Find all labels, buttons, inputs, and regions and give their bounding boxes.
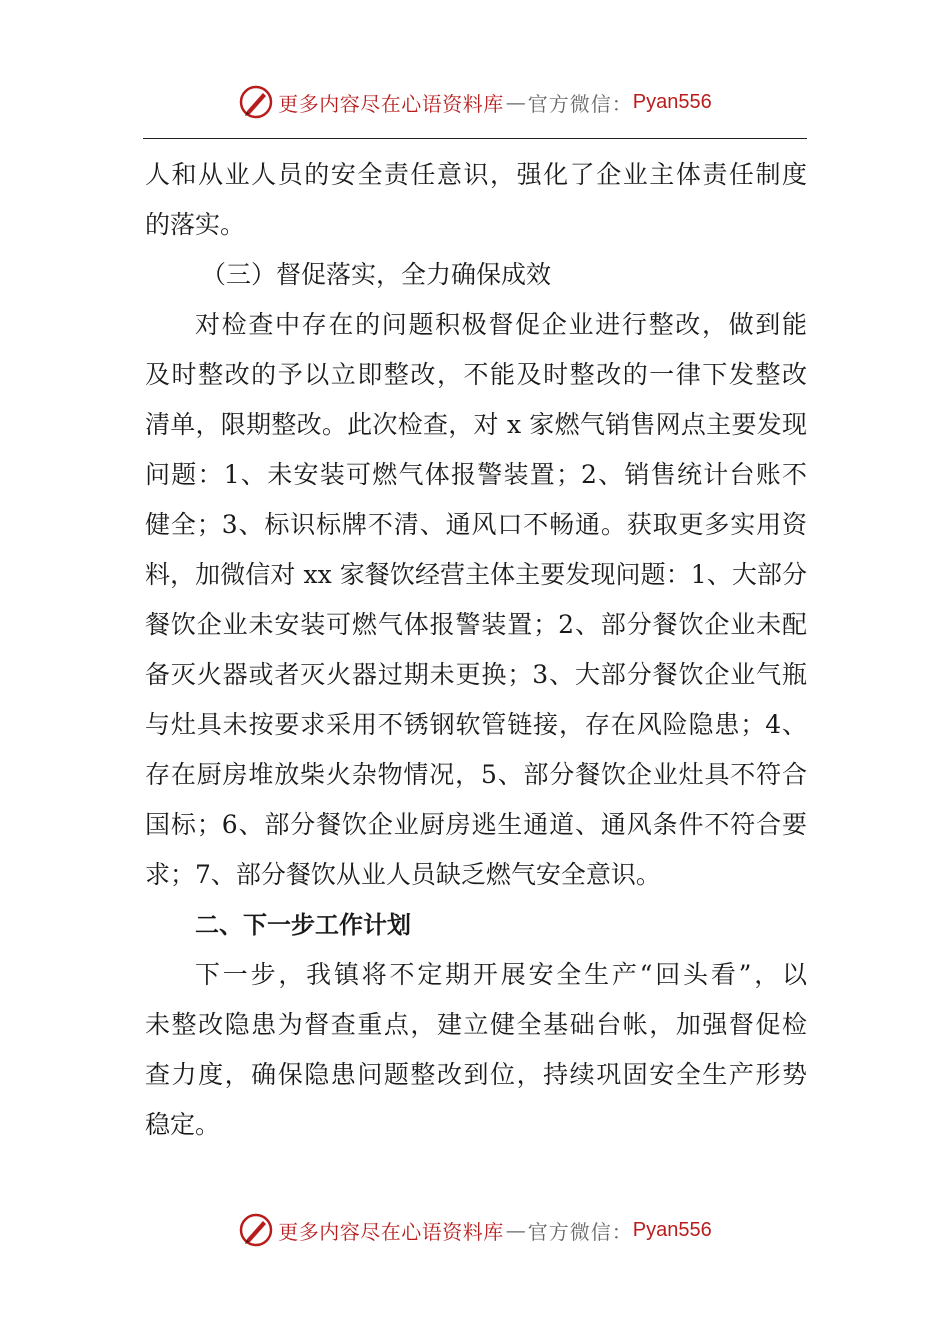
body-line: 求；7、部分餐饮从业人员缺乏燃气安全意识。 bbox=[145, 860, 661, 889]
pen-logo-icon bbox=[238, 84, 274, 120]
header-rule bbox=[143, 138, 807, 139]
body-line: 国标；6、部分餐饮企业厨房逃生通道、通风条件不符合要 bbox=[145, 810, 807, 839]
body-line: 存在厨房堆放柴火杂物情况，5、部分餐饮企业灶具不符合 bbox=[145, 760, 807, 789]
body-line: 与灶具未按要求采用不锈钢软管链接，存在风险隐患；4、 bbox=[145, 710, 807, 739]
body-line: 健全；3、标识标牌不清、通风口不畅通。获取更多实用资 bbox=[145, 510, 807, 539]
body-line: 及时整改的予以立即整改，不能及时整改的一律下发整改 bbox=[145, 360, 807, 389]
body-line: 人和从业人员的安全责任意识，强化了企业主体责任制度 bbox=[145, 160, 807, 189]
document-body bbox=[145, 150, 807, 1150]
footer-watermark bbox=[0, 1208, 950, 1252]
watermark-separator: — bbox=[505, 90, 526, 114]
watermark-text: 更多内容尽在心语资料库 bbox=[278, 1219, 504, 1244]
watermark-wechat-id: Pyan556 bbox=[632, 90, 712, 113]
watermark-wechat-id: Pyan556 bbox=[632, 1218, 712, 1241]
body-line: 的落实。 bbox=[145, 210, 246, 239]
watermark-label: 官方微信： bbox=[527, 1219, 633, 1244]
body-line: 稳定。 bbox=[145, 1110, 221, 1139]
watermark-text: 更多内容尽在心语资料库 bbox=[278, 91, 504, 116]
header-watermark bbox=[0, 80, 950, 124]
body-line: 问题：1、未安装可燃气体报警装置；2、销售统计台账不 bbox=[145, 460, 807, 489]
body-line: 清单，限期整改。此次检查，对 x 家燃气销售网点主要发现 bbox=[145, 410, 807, 439]
body-line: 料，加微信对 xx 家餐饮经营主体主要发现问题：1、大部分 bbox=[145, 560, 807, 589]
body-line: 未整改隐患为督查重点，建立健全基础台帐，加强督促检 bbox=[145, 1010, 807, 1039]
watermark-separator: — bbox=[505, 1218, 526, 1242]
section-heading: 二、下一步工作计划 bbox=[195, 911, 411, 939]
body-line: 对检查中存在的问题积极督促企业进行整改，做到能 bbox=[195, 310, 807, 339]
body-line: 备灭火器或者灭火器过期未更换；3、大部分餐饮企业气瓶 bbox=[145, 660, 807, 689]
section-heading: （三）督促落实，全力确保成效 bbox=[201, 260, 552, 289]
body-line: 餐饮企业未安装可燃气体报警装置；2、部分餐饮企业未配 bbox=[145, 610, 807, 639]
body-line: 下一步，我镇将不定期开展安全生产“回头看”，以 bbox=[195, 960, 807, 989]
watermark-label: 官方微信： bbox=[527, 91, 633, 116]
pen-logo-icon bbox=[238, 1212, 274, 1248]
body-line: 查力度，确保隐患问题整改到位，持续巩固安全生产形势 bbox=[145, 1060, 807, 1089]
